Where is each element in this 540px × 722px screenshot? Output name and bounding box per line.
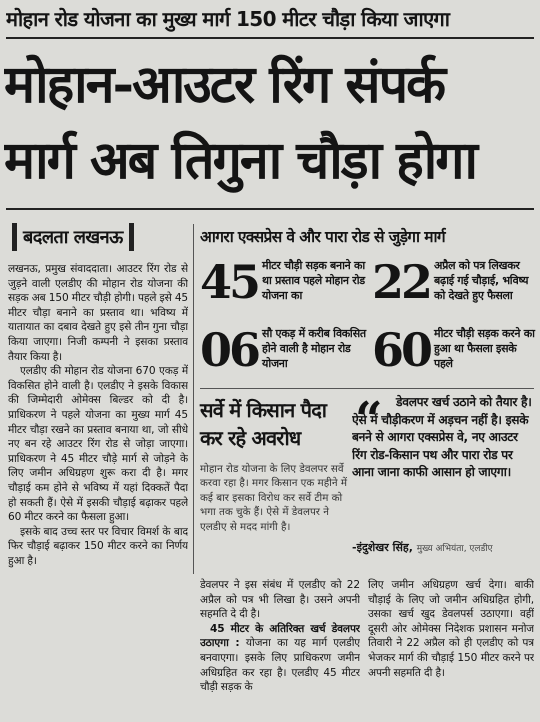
stat-block: [372, 322, 536, 384]
section-tag-bar-end: [129, 223, 134, 251]
stat-number: 22: [372, 255, 431, 309]
bottom-col2-paragraph: लिए जमीन अधिग्रहण खर्च देगा। बाकी चौड़ाई के लिए जो जमीन अधिग्रहित होगी, उसका खर्च खुद डेवलपर्स उठाएगा। वहीं दूसरी ओर ओमेक्स निदेशक प्रशासन मनोज तिवारी ने 22 अप्रैल को ही एलडीए को पत्र भेजकर मार्ग की चौड़ाई 150 मीटर करने पर अपनी सहमति दी है।: [368, 579, 534, 679]
left-paragraph-3: इसके बाद उच्च स्तर पर विचार विमर्श के बाद फिर चौड़ाई बढ़ाकर 150 मीटर करने का निर्णय हुआ है।: [8, 525, 188, 567]
left-paragraph-1: लखनऊ, प्रमुख संवाददाता। आउटर रिंग रोड से जुड़ने वाली एलडीए की मोहान रोड योजना की सड़क अब 150 मीटर चौड़ी होगी। पहले इसे 45 मीटर चौड़ा बनाने का प्रस्ताव था। भविष्य में यातायात का दबाव देखते हुए इसे तीन गुना चौड़ा किया जाएगा। निजी कम्पनी ने इसका प्रस्ताव तैयार किया है।: [8, 263, 188, 363]
kicker-headline: मोहान रोड योजना का मुख्य मार्ग 150 मीटर चौड़ा किया जाएगा: [6, 7, 450, 31]
stat-number: 60: [372, 323, 431, 377]
quote-author-role: मुख्य अभियंता, एलडीए: [416, 544, 493, 554]
headline-line-2: मार्ग अब तिगुना चौड़ा होगा: [4, 130, 476, 191]
stat-number: 06: [200, 323, 259, 377]
left-column-text: [8, 262, 188, 578]
headline-line-1: मोहान-आउटर रिंग संपर्क: [4, 54, 445, 115]
bottom-column-2: [368, 578, 534, 720]
kicker-rule: [6, 37, 534, 39]
stat-block: [372, 254, 536, 316]
stat-description: मीटर चौड़ी सड़क करने का हुआ था फैसला इसके पहले: [434, 327, 535, 370]
bottom-col1-paragraph: डेवलपर ने इस संबंध में एलडीए को 22 अप्रैल को पत्र भी लिखा है। उसने अपनी सहमति दे दी है।: [200, 579, 360, 621]
section-tag-label: बदलता लखनऊ: [23, 227, 123, 248]
bottom-col1-rest-text: योजना का यह मार्ग एलडीए बनवाएगा। इसके लिए प्राधिकरण जमीन अधिग्रहित कर रहा है। एलडीए 45 मीटर चौड़ी सड़क के: [200, 637, 360, 694]
quote-author-name: -इंदुशेखर सिंह,: [352, 541, 413, 554]
section-tag: [12, 222, 187, 252]
box-body-text: मोहान रोड योजना के लिए डेवलपर सर्वे करवा रहा है। मगर किसान एक महीने में कई बार इसका विरोध कर सर्वे टीम को भगा तक चुके हैं। ऐसे में डेवलपर ने एलडीए से मदद मांगी है।: [200, 463, 347, 533]
left-paragraph-2: एलडीए की मोहान रोड योजना 670 एकड़ में विकसित होने वाली है। एलडीए ने इसके विकास की जिम्मेदारी ओमेक्स बिल्डर को दी है। प्राधिकरण ने पहले योजना का मुख्य मार्ग 45 मीटर चौड़ा रखने का प्रस्ताव बनाया था, जो सीधे नए बन रहे आउटर रिंग रोड से जोड़ा जाएगा। प्राधिकरण ने 45 मीटर चौड़े मार्ग से जोड़ने के लिए जमीन अधिग्रहण शुरू करा दी है। मगर चौड़ाई कम होने से भविष्य में यहां दिक्कतें पैदा हो सकती हैं। ऐसे में इसकी चौड़ाई बढ़ाकर पहले 60 मीटर करने का फैसला हुआ।: [8, 365, 188, 524]
stats-rule: [200, 388, 534, 389]
stat-block: [200, 322, 370, 384]
stat-block: [200, 254, 370, 316]
section-tag-bar: [12, 223, 17, 251]
sub-headline: आगरा एक्सप्रेस वे और पारा रोड से जुड़ेगा मार्ग: [200, 228, 446, 246]
quote-text: डेवलपर खर्च उठाने को तैयार है। ऐसे में चौड़ीकरण में अड़चन नहीं है। इसके बनने से आगरा एक्सप्रेस वे, नए आउटर रिंग रोड-किसान पथ और पारा रोड पर आना जाना काफी आसान हो जाएगा।: [352, 395, 532, 480]
quote-mark-icon: “: [355, 392, 383, 448]
bottom-col1-rest: [200, 622, 360, 695]
column-divider: [193, 224, 194, 574]
headline-rule: [6, 208, 534, 210]
box-headline: सर्वे में किसान पैदा कर रहे अवरोध: [200, 398, 327, 450]
stat-description: मीटर चौड़ी सड़क बनाने का था प्रस्ताव पहले मोहान रोड योजना का: [262, 259, 365, 302]
quote-author: [352, 540, 536, 558]
bottom-col1-subhead: 45 मीटर के अतिरिक्त खर्च डेवलपर उठाएगा :: [200, 622, 360, 650]
stat-description: सौ एकड़ में करीब विकसित होने वाली है मोहान रोड योजना: [262, 327, 366, 370]
stat-description: अप्रैल को पत्र लिखकर बढ़ाई गई चौड़ाई, भविष्य को देखते हुए फैसला: [434, 259, 529, 302]
bottom-column-1: [200, 578, 360, 720]
stat-number: 45: [200, 255, 259, 309]
